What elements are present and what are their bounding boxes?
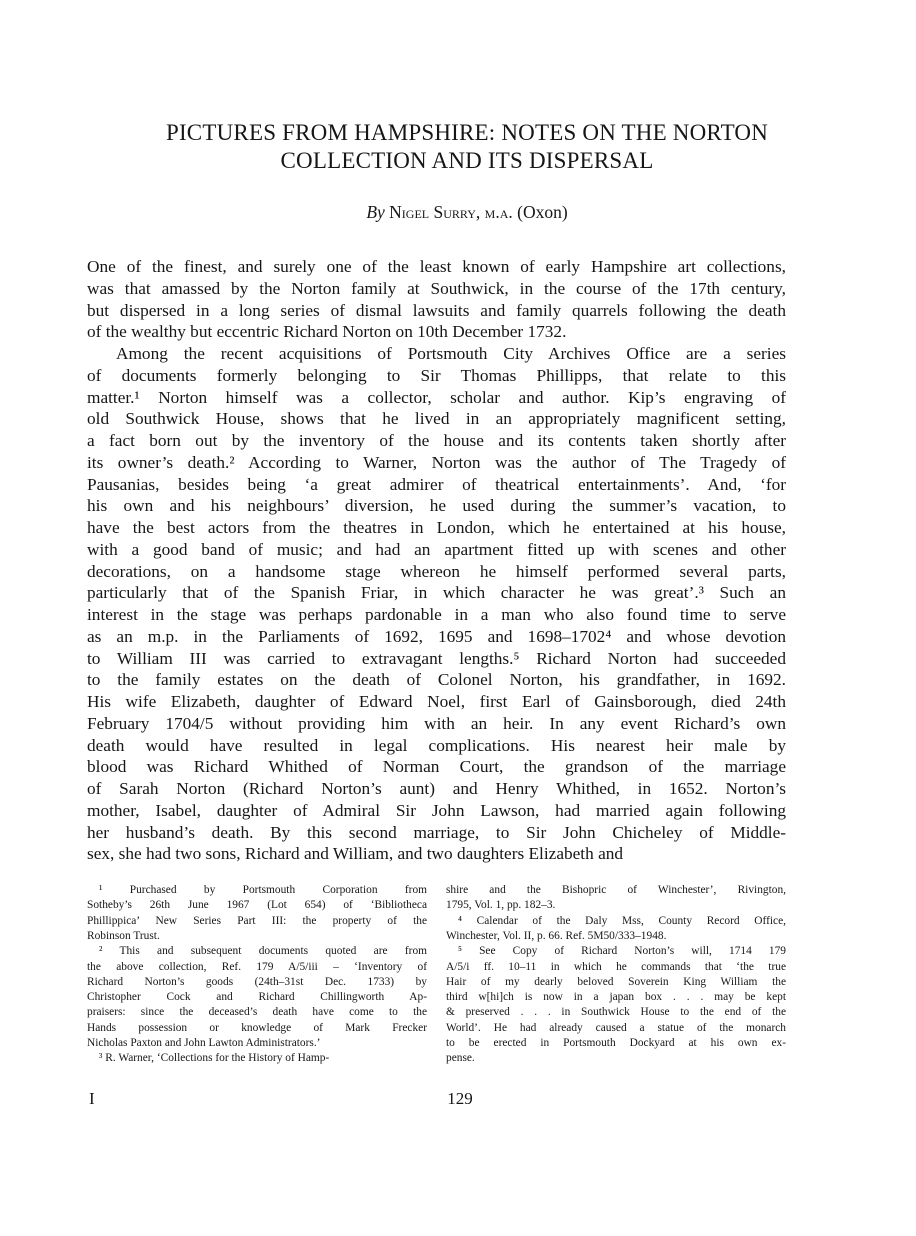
byline-by: By <box>366 202 385 222</box>
footnote-line: to be erected in Portsmouth Dockyard at his own ex- <box>446 1037 786 1049</box>
footnote-line: shire and the Bishopric of Winchester’, Rivington, <box>446 884 786 896</box>
footnote-line: ³ R. Warner, ‘Collections for the History of Hamp- <box>99 1052 330 1065</box>
body-line: of Sarah Norton (Richard Norton’s aunt) and Henry Whithed, in 1652. Norton’s <box>87 779 786 798</box>
body-line: to the family estates on the death of Colonel Norton, his grandfather, in 1692. <box>87 670 786 690</box>
page-number: 129 <box>447 1089 473 1108</box>
body-line: of the wealthy but eccentric Richard Norton on 10th December 1732. <box>87 322 567 342</box>
byline-rest: (Oxon) <box>517 202 568 222</box>
footnote-line: Phillippica’ New Series Part III: the property of the <box>87 914 427 927</box>
body-line: his own and his neighbours’ diversion, he used during the summer’s vacation, to <box>87 496 786 516</box>
article-title-line-1: PICTURES FROM HAMPSHIRE: NOTES ON THE NORTON <box>165 120 769 145</box>
footnote-line: pense. <box>446 1052 475 1065</box>
footnote-line: ⁴ Calendar of the Daly Mss, County Record Office, <box>458 914 786 927</box>
body-line: particularly that of the Spanish Friar, in which character he was great’.³ Such an <box>87 583 786 603</box>
signature-mark: I <box>89 1089 95 1108</box>
body-line: His wife Elizabeth, daughter of Edward Noel, first Earl of Gainsborough, died 24th <box>87 692 786 711</box>
author-byline <box>82 202 852 223</box>
footnote-line: Nicholas Paxton and John Lawton Administrators.’ <box>87 1037 321 1049</box>
footnote-line: A/5/i ff. 10–11 in which he commands that ‘the true <box>446 960 786 973</box>
footnote-line: ² This and subsequent documents quoted are from <box>99 945 427 958</box>
body-line: but dispersed in a long series of dismal lawsuits and family quarrels following the death <box>87 300 786 320</box>
footnote-line: Winchester, Vol. II, p. 66. Ref. 5M50/333–1948. <box>446 929 667 942</box>
footnote-line: Hair of my dearly beloved Soverein King William the <box>446 975 786 988</box>
footnote-line: Christopher Cock and Richard Chillingworth Ap- <box>87 991 427 1004</box>
footnote-line: Robinson Trust. <box>87 929 160 942</box>
footnote-line: World’. He had already caused a statue of the monarch <box>446 1021 786 1034</box>
body-line: mother, Isabel, daughter of Admiral Sir John Lawson, had married again following <box>87 800 786 820</box>
footnote-line: third w[hi]ch is now in a japan box . . . may be kept <box>446 991 786 1004</box>
article-title-line-2: COLLECTION AND ITS DISPERSAL <box>280 148 654 173</box>
body-line: sex, she had two sons, Richard and William, and two daughters Elizabeth and <box>87 844 624 864</box>
body-line: matter.¹ Norton himself was a collector, scholar and author. Kip’s engraving of <box>87 387 786 407</box>
footnote-line: 1795, Vol. 1, pp. 182–3. <box>446 899 556 912</box>
body-line: old Southwick House, shows that he lived in an appropriately magnificent setting, <box>87 409 786 429</box>
body-line: One of the finest, and surely one of the least known of early Hampshire art collections, <box>87 257 786 276</box>
body-line: death would have resulted in legal complications. His nearest heir male by <box>87 735 786 755</box>
body-line: was that amassed by the Norton family at Southwick, in the course of the 17th century, <box>87 278 786 298</box>
body-line: Among the recent acquisitions of Portsmouth City Archives Office are a series <box>116 344 786 363</box>
body-line: February 1704/5 without providing him with an heir. In any event Richard’s own <box>87 713 786 733</box>
footnote-line: the above collection, Ref. 179 A/5/iii – ‘Inventory of <box>87 960 427 973</box>
body-line: of documents formerly belonging to Sir Thomas Phillipps, that relate to this <box>87 365 786 385</box>
body-line: Pausanias, besides being ‘a great admirer of theatrical entertainments’. And, ‘for <box>87 474 786 494</box>
body-line: her husband’s death. By this second marriage, to Sir John Chicheley of Middle- <box>87 822 786 842</box>
footnote-line: Hands possession or knowledge of Mark Frecker <box>87 1021 427 1034</box>
body-line: as an m.p. in the Parliaments of 1692, 1695 and 1698–1702⁴ and whose devotion <box>87 626 786 646</box>
body-line: a fact born out by the inventory of the house and its contents taken shortly after <box>87 431 786 450</box>
footnote-line: ⁵ See Copy of Richard Norton’s will, 1714 179 <box>458 945 786 958</box>
footnote-line: Sotheby’s 26th June 1967 (Lot 654) of ‘Bibliotheca <box>87 899 427 912</box>
body-line: have the best actors from the theatres in London, which he entertained at his house, <box>87 518 786 537</box>
footnote-line: & preserved . . . in Southwick House to the end of the <box>446 1006 786 1019</box>
body-line: its owner’s death.² According to Warner, Norton was the author of The Tragedy of <box>87 452 786 472</box>
body-line: to William III was carried to extravagant lengths.⁵ Richard Norton had succeeded <box>87 648 786 668</box>
body-line: blood was Richard Whithed of Norman Court, the grandson of the marriage <box>87 757 786 777</box>
byline-author: Nigel Surry, <box>389 202 481 222</box>
byline-degree: m.a. <box>484 202 513 222</box>
footnote-line: praisers: since the deceased’s death have come to the <box>87 1006 427 1019</box>
footnote-line: ¹ Purchased by Portsmouth Corporation from <box>99 884 427 896</box>
body-line: with a good band of music; and had an apartment fitted up with scenes and other <box>87 539 786 559</box>
footnote-line: Richard Norton’s goods (24th–31st Dec. 1733) by <box>87 975 427 988</box>
body-line: interest in the stage was perhaps pardonable in a man who also found time to serve <box>87 605 786 624</box>
body-line: decorations, on a handsome stage whereon he himself performed several parts, <box>87 561 786 581</box>
